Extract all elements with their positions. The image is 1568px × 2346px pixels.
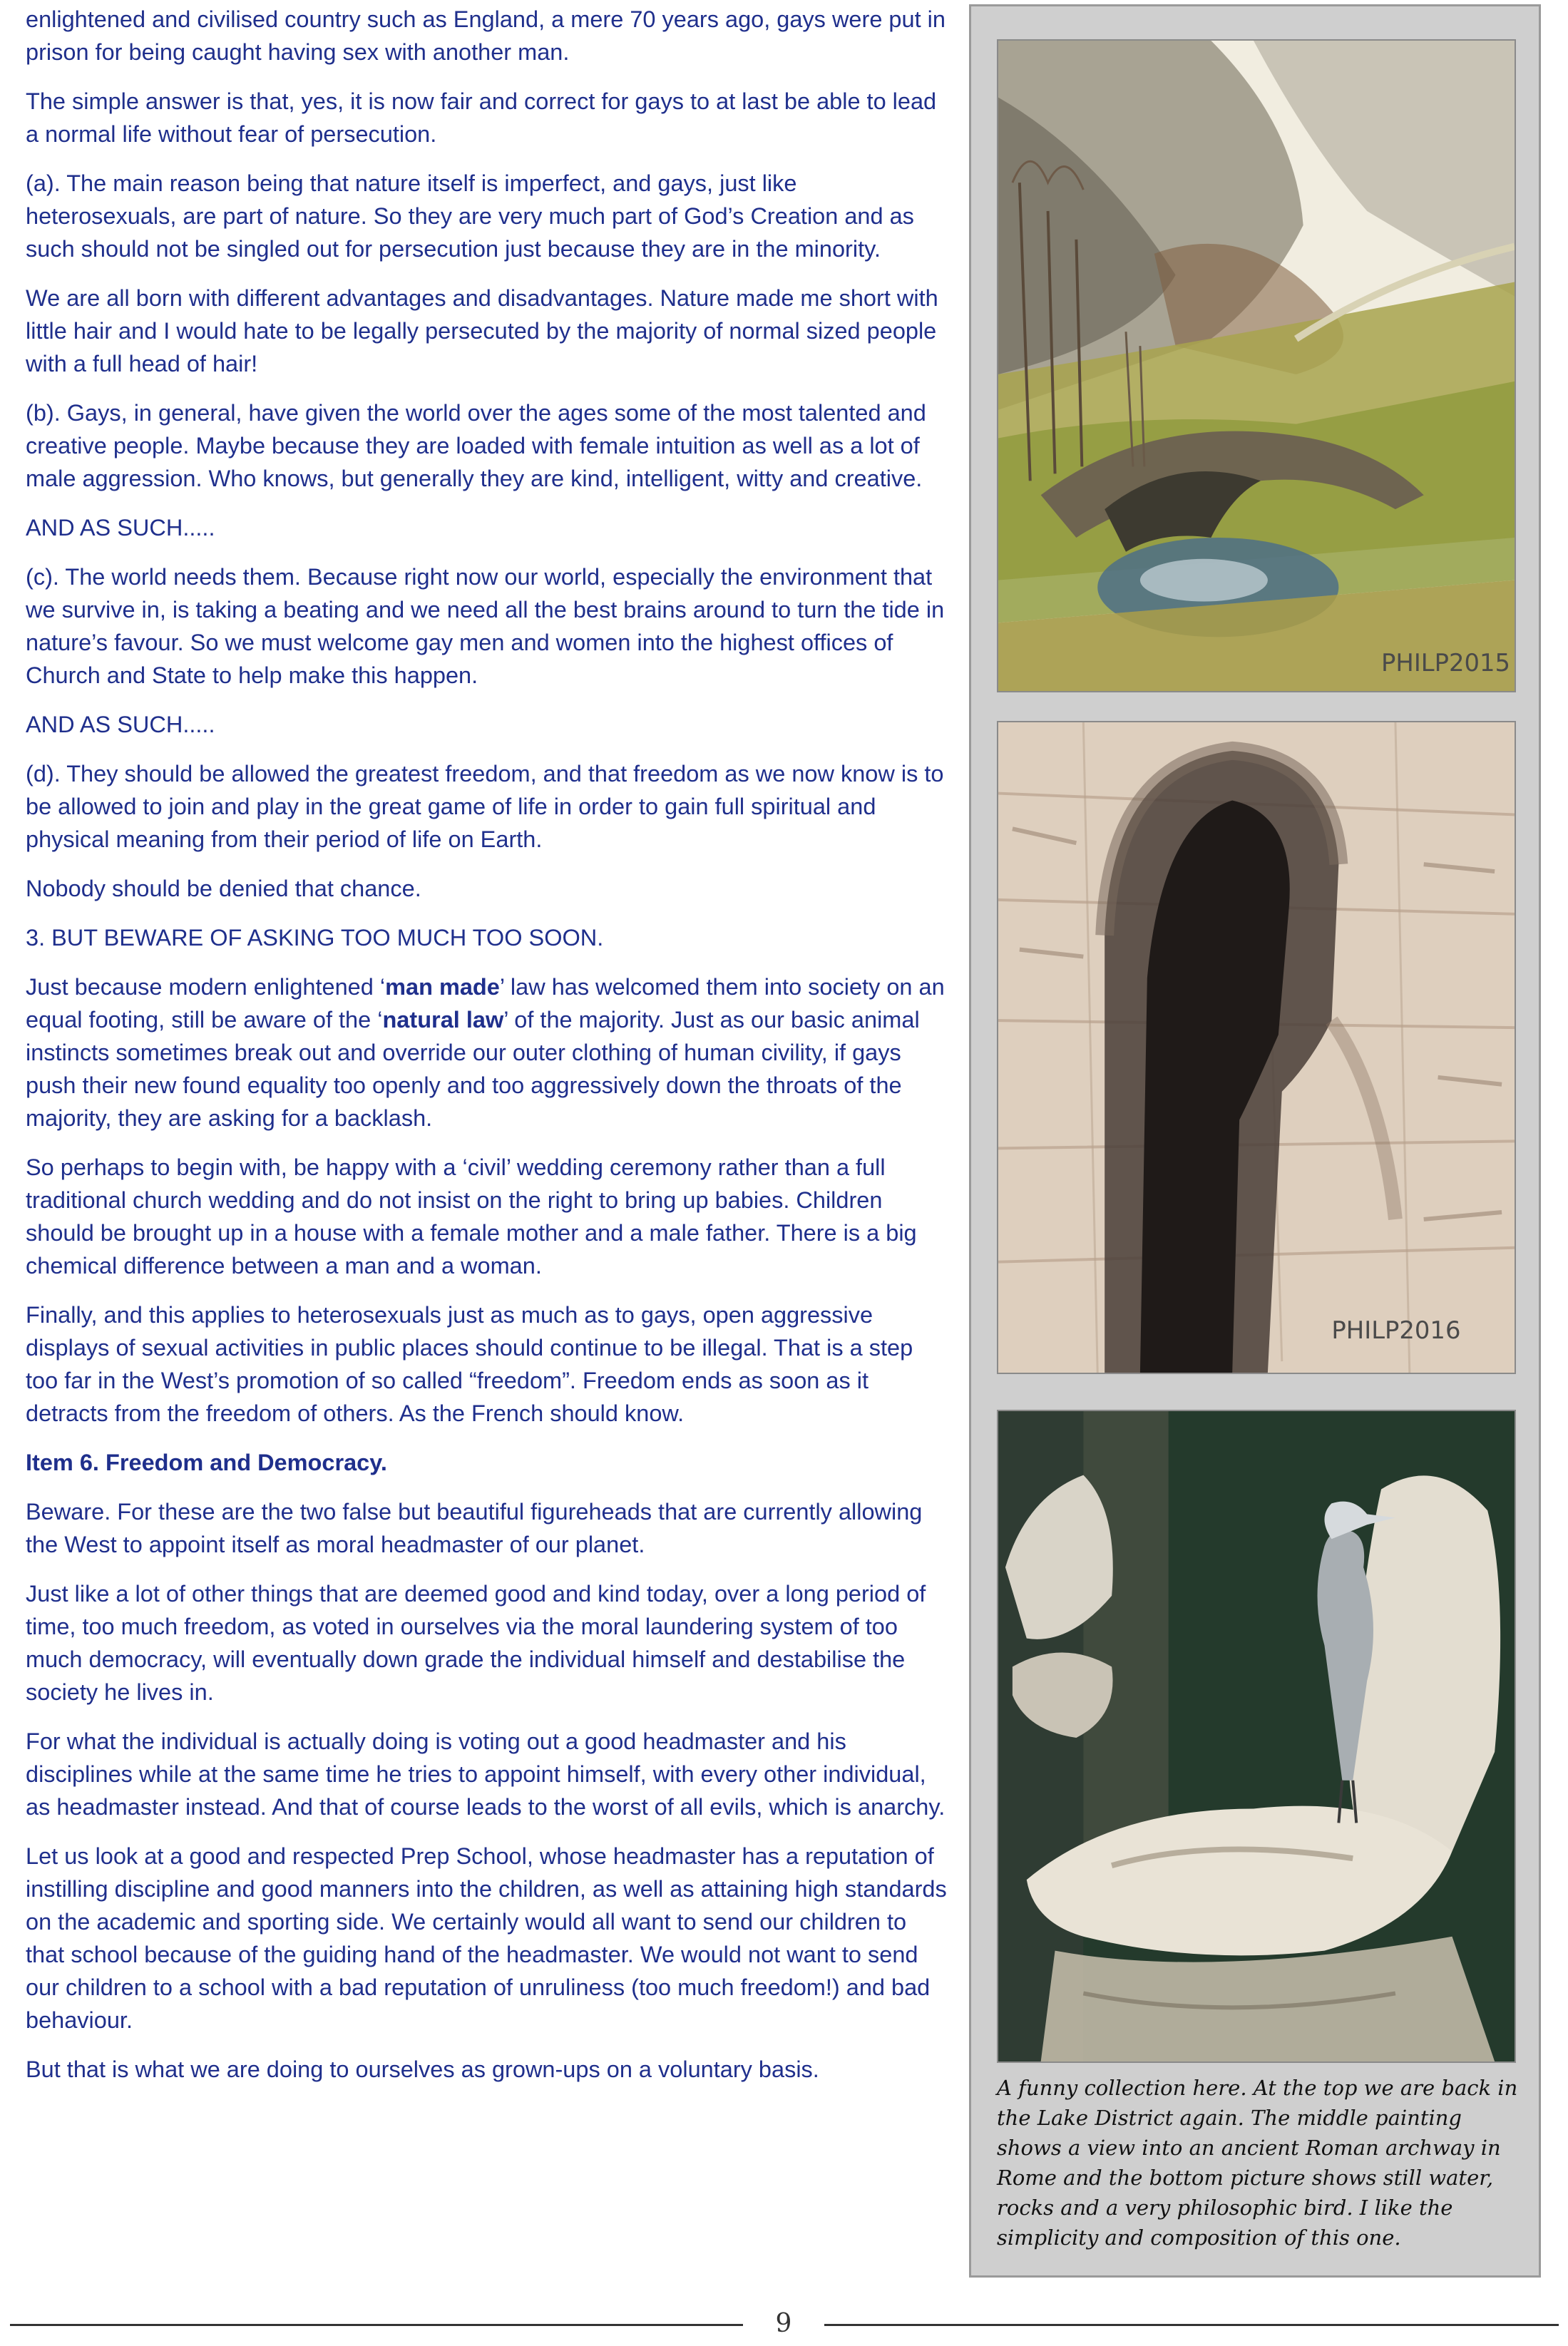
item-heading <box>26 1446 950 1479</box>
paragraph: The simple answer is that, yes, it is now fair and correct for gays to at last be able to lead a normal life without fear of persecution. <box>26 88 937 147</box>
page-number: 9 <box>775 2309 792 2338</box>
paragraph: (c). The world needs them. Because right now our world, especially the environment that we survive in, is taking a beating and we need all the best brains around to turn the tide in nature’s favour. So we must welcome gay men and women into the highest offices of Church and State to help make this happen. <box>26 564 945 688</box>
paragraph: So perhaps to begin with, be happy with a ‘civil’ wedding ceremony rather than a full traditional church wedding and do not insist on the right to bring up babies. Children should be brought up in a house with a female mother and a male father. There is a big chemical difference between a man and a woman. <box>26 1154 917 1279</box>
painting-sidebar <box>969 4 1541 2278</box>
paragraph: But that is what we are doing to ourselves as grown-ups on a voluntary basis. <box>26 2056 819 2082</box>
lake-district-bridge-painting <box>997 39 1516 692</box>
painting-signature: PHILP2015 <box>1381 649 1511 677</box>
section-heading-3: 3. BUT BEWARE OF ASKING TOO MUCH TOO SOON. <box>26 925 604 951</box>
paragraph <box>26 970 950 1134</box>
paragraph: Beware. For these are the two false but beautiful figureheads that are currently allowing the West to appoint itself as moral headmaster of our planet. <box>26 1499 923 1557</box>
bold-term-natural-law: natural law <box>382 1007 504 1033</box>
text-run: Just because modern enlightened ‘ <box>26 974 386 1000</box>
footer-rule-right <box>824 2324 1559 2326</box>
roman-archway-painting <box>997 721 1516 1374</box>
text-run: ’ of the majority. Just as our basic animal instincts sometimes break out and override our outer clothing of human civility, if gays push their new found equality too openly and too aggressively down the throats of the majority, they are asking for a backlash. <box>26 1007 920 1131</box>
paragraph: Just like a lot of other things that are deemed good and kind today, over a long period of time, too much freedom, as voted in ourselves via the moral laundering system of too much democracy, will eventually down grade the individual himself and destabilise the society he lives in. <box>26 1581 926 1705</box>
roman-archway-image <box>998 722 1515 1373</box>
paragraph: Let us look at a good and respected Prep School, whose headmaster has a reputation of instilling discipline and good manners into the children, as well as attaining high standards on the academic and sporting side. We certainly would all want to send our children to that school because of the guiding hand of the headmaster. We would not want to send our children to a school with a bad reputation of unruliness (too much freedom!) and bad behaviour. <box>26 1843 947 2033</box>
article-text-column <box>26 0 950 2102</box>
heron-on-rocks-painting <box>997 1410 1516 2063</box>
painting-signature: PHILP2016 <box>1331 1316 1461 1345</box>
lake-district-bridge-image <box>998 41 1515 691</box>
paragraph: (b). Gays, in general, have given the world over the ages some of the most talented and creative people. Maybe because they are loaded with female intuition as well as a lot of male aggression. Who knows, but generally they are kind, intelligent, witty and creative. <box>26 400 926 491</box>
paragraph: Finally, and this applies to heterosexuals just as much as to gays, open aggressive displays of sexual activities in public places should continue to be illegal. That is a step too far in the West’s promotion of so called “freedom”. Freedom ends as soon as it detracts from the freedom of others. As the French should know. <box>26 1302 913 1426</box>
paragraph: For what the individual is actually doing is voting out a good headmaster and his disciplines while at the same time he tries to appoint himself, with every other individual, as headmaster instead. And that of course leads to the worst of all evils, which is anarchy. <box>26 1728 946 1820</box>
bold-term-man-made: man made <box>385 974 500 1000</box>
paragraph: (a). The main reason being that nature itself is imperfect, and gays, just like heterosexuals, are part of nature. So they are very much part of God’s Creation and as such should not be singled out for persecution just because they are in the minority. <box>26 170 914 262</box>
paragraph: (d). They should be allowed the greatest freedom, and that freedom as we now know is to be allowed to join and play in the great game of life in order to gain full spiritual and physical meaning from their period of life on Earth. <box>26 761 944 852</box>
text-run: ’ law has welcomed them into society on an equal footing, still be aware of the ‘ <box>26 974 945 1033</box>
paragraph: enlightened and civilised country such as England, a mere 70 years ago, gays were put in prison for being caught having sex with another man. <box>26 6 946 65</box>
paragraph: AND AS SUCH..... <box>26 712 215 737</box>
heron-on-rocks-image <box>998 1411 1515 2061</box>
paragraph: AND AS SUCH..... <box>26 515 215 541</box>
item-6-heading: Item 6. Freedom and Democracy. <box>26 1450 387 1475</box>
paragraph: Nobody should be denied that chance. <box>26 876 421 901</box>
footer-rule-left <box>10 2324 743 2326</box>
paragraph: We are all born with different advantages and disadvantages. Nature made me short with little hair and I would hate to be legally persecuted by the majority of normal sized people with a full head of hair! <box>26 285 938 377</box>
paintings-caption: A funny collection here. At the top we are back in the Lake District again. The middle painting shows a view into an ancient Roman archway in Rome and the bottom picture shows still water, rocks and a very philosophic bird. I like the simplicity and composition of this one. <box>997 2076 1518 2250</box>
